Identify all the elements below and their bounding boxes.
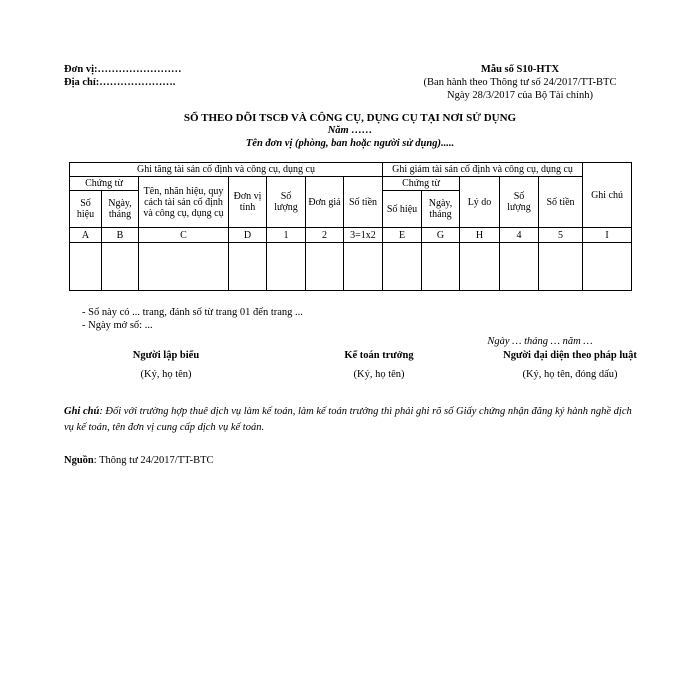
code-cell: G [422,228,460,243]
dia-chi-line: Địa chỉ:…………………. [64,77,176,88]
so-tien-right-header: Số tiền [539,177,583,228]
empty-cell [500,243,539,291]
source-text: : Thông tư 24/2017/TT-BTC [93,455,214,466]
open-date-note: - Ngày mở sổ: ... [82,320,153,331]
chung-tu-right-header: Chứng từ [383,177,460,191]
code-cell: 2 [306,228,344,243]
preparer-sign-note: (Ký, họ tên) [140,369,192,380]
code-cell: 3=1x2 [344,228,383,243]
issued-date: Ngày 28/3/2017 của Bộ Tài chính) [447,90,593,101]
empty-cell [344,243,383,291]
code-cell: 4 [500,228,539,243]
chung-tu-left-header: Chứng từ [70,177,139,191]
so-hieu-left-header: Số hiệu [70,191,102,228]
footnote-label: Ghi chú [64,406,100,417]
code-cell: C [139,228,229,243]
form-number: Mẫu số S10-HTX [480,64,560,75]
group-increase-header: Ghi tăng tài sản cố định và công cụ, dụng cụ [70,163,383,177]
source-label: Nguồn [64,455,94,466]
so-luong-right-header: Số lượng [500,177,539,228]
empty-cell [422,243,460,291]
ly-do-header: Lý do [460,177,500,228]
empty-cell [583,243,632,291]
year-line: Năm …… [327,125,373,136]
footnote-text: : Đối với trường hợp thuê dịch vụ làm kế toán, làm kế toán trưởng thì phải ghi rõ số Giấy chứng nhận đăng ký hành nghề dịch vụ kế toán, tên đơn vị cung cấp dịch vụ kế toán. [64,406,632,433]
empty-cell [102,243,139,291]
table-row [70,243,632,291]
empty-cell [306,243,344,291]
empty-cell [139,243,229,291]
chief-accountant-sign-note: (Ký, họ tên) [353,369,405,380]
code-cell: 1 [267,228,306,243]
empty-cell [267,243,306,291]
empty-cell [70,243,102,291]
ngay-thang-left-header: Ngày, tháng [102,191,139,228]
empty-cell [539,243,583,291]
source-line [64,455,214,466]
footnote [64,404,638,436]
don-vi-tinh-header: Đơn vị tính [229,177,267,228]
issued-by: (Ban hành theo Thông tư số 24/2017/TT-BTC [423,77,617,88]
page-count-note: - Sổ này có ... trang, đánh số từ trang 01 đến trang ... [82,307,303,318]
so-hieu-right-header: Số hiệu [383,191,422,228]
so-luong-left-header: Số lượng [267,177,306,228]
code-cell: 5 [539,228,583,243]
empty-cell [229,243,267,291]
sign-date-line: Ngày … tháng … năm … [487,336,593,347]
document-title: SỔ THEO DÕI TSCĐ VÀ CÔNG CỤ, DỤNG CỤ TẠI NƠI SỬ DỤNG [183,112,517,124]
ledger-table [69,162,632,291]
ten-nhan-hieu-header: Tên, nhãn hiệu, quy cách tài sản cố định và công cụ, dụng cụ [139,177,229,228]
code-cell: D [229,228,267,243]
preparer-title: Người lập biểu [132,350,200,361]
legal-rep-sign-note: (Ký, họ tên, đóng dấu) [522,369,618,380]
group-decrease-header: Ghi giảm tài sản cố định và công cụ, dụng cụ [383,163,583,177]
empty-cell [383,243,422,291]
chief-accountant-title: Kế toán trưởng [344,350,414,361]
ghi-chu-header: Ghi chú [583,163,632,228]
don-vi-line: Đơn vị:…………………… [64,64,182,75]
don-gia-header: Đơn giá [306,177,344,228]
legal-rep-title: Người đại diện theo pháp luật [503,350,637,361]
code-cell: E [383,228,422,243]
so-tien-left-header: Số tiền [344,177,383,228]
code-cell: H [460,228,500,243]
empty-cell [460,243,500,291]
code-cell: A [70,228,102,243]
unit-name-line: Tên đơn vị (phòng, ban hoặc người sử dụng)..... [245,138,455,149]
ngay-thang-right-header: Ngày, tháng [422,191,460,228]
code-cell: B [102,228,139,243]
code-cell: I [583,228,632,243]
